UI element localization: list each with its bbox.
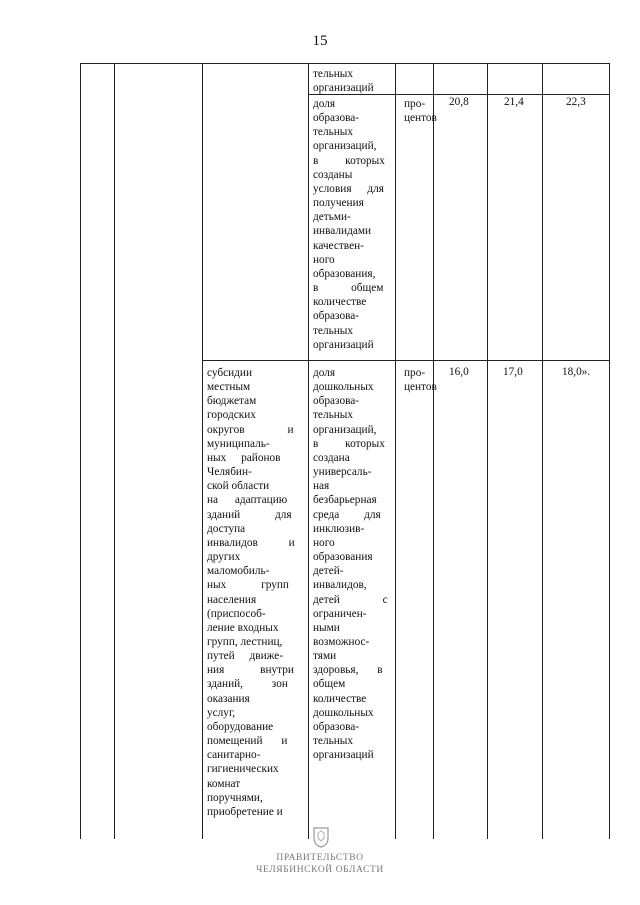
text-line: городских bbox=[207, 409, 256, 422]
row2-value-3: 18,0». bbox=[562, 366, 591, 378]
text-line: оказания bbox=[207, 692, 250, 705]
text-line: в общем bbox=[313, 282, 384, 295]
text-line: ской области bbox=[207, 480, 270, 493]
text-line: ная bbox=[313, 480, 330, 493]
text-line: муниципаль- bbox=[207, 437, 270, 450]
text-line: количестве bbox=[313, 296, 367, 309]
text-line: местным bbox=[207, 381, 251, 394]
text-line: ного bbox=[313, 253, 335, 266]
text-line: тельных bbox=[313, 68, 354, 80]
text-line: среда для bbox=[313, 508, 381, 521]
text-line: ния внутри bbox=[207, 664, 294, 677]
text-line: детьми- bbox=[313, 211, 351, 224]
text-line: санитарно- bbox=[207, 749, 261, 762]
text-line: инвалидов, bbox=[313, 579, 367, 592]
text-line: доля bbox=[313, 367, 336, 379]
text-line: дошкольных bbox=[313, 706, 374, 719]
text-line: инвалидов и bbox=[207, 536, 295, 549]
text-line: организаций bbox=[313, 749, 374, 762]
text-line: услуг, bbox=[207, 706, 236, 719]
text-line: ограничен- bbox=[313, 607, 367, 620]
text-line: в которых bbox=[313, 437, 385, 450]
text-line: ление входных bbox=[207, 621, 279, 634]
text-line: центов bbox=[404, 381, 437, 394]
row2-measure bbox=[207, 366, 304, 819]
text-line: центов bbox=[404, 112, 437, 125]
text-line: в которых bbox=[313, 154, 385, 167]
indicator-table bbox=[80, 63, 610, 839]
text-line: инклюзив- bbox=[313, 522, 365, 535]
text-line: ных районов bbox=[207, 451, 281, 464]
text-line: получения bbox=[313, 197, 364, 210]
row1-value-1: 20,8 bbox=[449, 96, 469, 108]
row1-unit bbox=[404, 97, 437, 125]
text-line: безбарьерная bbox=[313, 494, 377, 507]
row0-indicator bbox=[313, 67, 391, 95]
text-line: ного bbox=[313, 536, 335, 549]
text-line: Челябин- bbox=[207, 466, 252, 479]
text-line: ных групп bbox=[207, 579, 289, 592]
text-line: помещений и bbox=[207, 735, 288, 748]
text-line: про- bbox=[404, 367, 426, 379]
text-line: организаций bbox=[313, 338, 374, 351]
text-line: организаций, bbox=[313, 423, 377, 436]
text-line: качествен- bbox=[313, 239, 364, 252]
text-line: образования, bbox=[313, 267, 376, 280]
text-line: условия для bbox=[313, 182, 384, 195]
row2-indicator bbox=[313, 366, 391, 762]
text-line: на адаптацию bbox=[207, 494, 288, 507]
text-line: организаций bbox=[313, 82, 374, 95]
text-line: путей движе- bbox=[207, 650, 284, 663]
text-line: детей с bbox=[313, 593, 388, 606]
text-line: тельных bbox=[313, 126, 354, 139]
text-line: тельных bbox=[313, 324, 354, 337]
text-line: детей- bbox=[313, 565, 344, 578]
text-line: создана bbox=[313, 451, 350, 464]
text-line: дошкольных bbox=[313, 381, 374, 394]
text-line: количестве bbox=[313, 692, 367, 705]
text-line: маломобиль- bbox=[207, 565, 270, 578]
text-line: бюджетам bbox=[207, 395, 257, 408]
text-line: инвалидами bbox=[313, 225, 372, 238]
text-line: населения bbox=[207, 593, 257, 606]
text-line: доступа bbox=[207, 522, 246, 535]
text-line: комнат bbox=[207, 777, 241, 790]
text-line: поручнями, bbox=[207, 791, 263, 804]
text-line: ными bbox=[313, 621, 340, 634]
text-line: образова- bbox=[313, 112, 360, 125]
text-line: тями bbox=[313, 650, 337, 663]
footer-stamp bbox=[0, 852, 640, 876]
text-line: образова- bbox=[313, 720, 360, 733]
text-line: общем bbox=[313, 678, 346, 691]
row1-indicator bbox=[313, 97, 391, 352]
text-line: гигиенических bbox=[207, 763, 279, 776]
row1-value-2: 21,4 bbox=[504, 96, 524, 108]
emblem-icon bbox=[312, 826, 330, 853]
text-line: (приспособ- bbox=[207, 607, 266, 620]
text-line: организаций, bbox=[313, 140, 377, 153]
text-line: тельных bbox=[313, 409, 354, 422]
text-line: субсидии bbox=[207, 367, 253, 379]
text-line: других bbox=[207, 551, 241, 564]
text-line: возможнос- bbox=[313, 635, 370, 648]
text-line: оборудование bbox=[207, 720, 274, 733]
row2-unit bbox=[404, 366, 437, 394]
text-line: универсаль- bbox=[313, 466, 372, 479]
footer-line-2: ЧЕЛЯБИНСКОЙ ОБЛАСТИ bbox=[256, 865, 384, 875]
text-line: зданий для bbox=[207, 508, 292, 521]
text-line: групп, лестниц, bbox=[207, 635, 283, 648]
text-line: образова- bbox=[313, 310, 360, 323]
row1-value-3: 22,3 bbox=[566, 96, 586, 108]
text-line: образова- bbox=[313, 395, 360, 408]
text-line: здоровья, в bbox=[313, 664, 383, 677]
text-line: созданы bbox=[313, 168, 353, 181]
text-line: зданий, зон bbox=[207, 678, 288, 691]
text-line: образования bbox=[313, 551, 373, 564]
text-line: про- bbox=[404, 98, 426, 110]
text-line: округов и bbox=[207, 423, 294, 436]
text-line: приобретение и bbox=[207, 805, 283, 818]
text-line: доля bbox=[313, 98, 336, 110]
row2-value-1: 16,0 bbox=[449, 366, 469, 378]
page-number: 15 bbox=[312, 33, 328, 49]
row2-value-2: 17,0 bbox=[503, 366, 523, 378]
footer-line-1: ПРАВИТЕЛЬСТВО bbox=[276, 853, 364, 863]
text-line: тельных bbox=[313, 735, 354, 748]
